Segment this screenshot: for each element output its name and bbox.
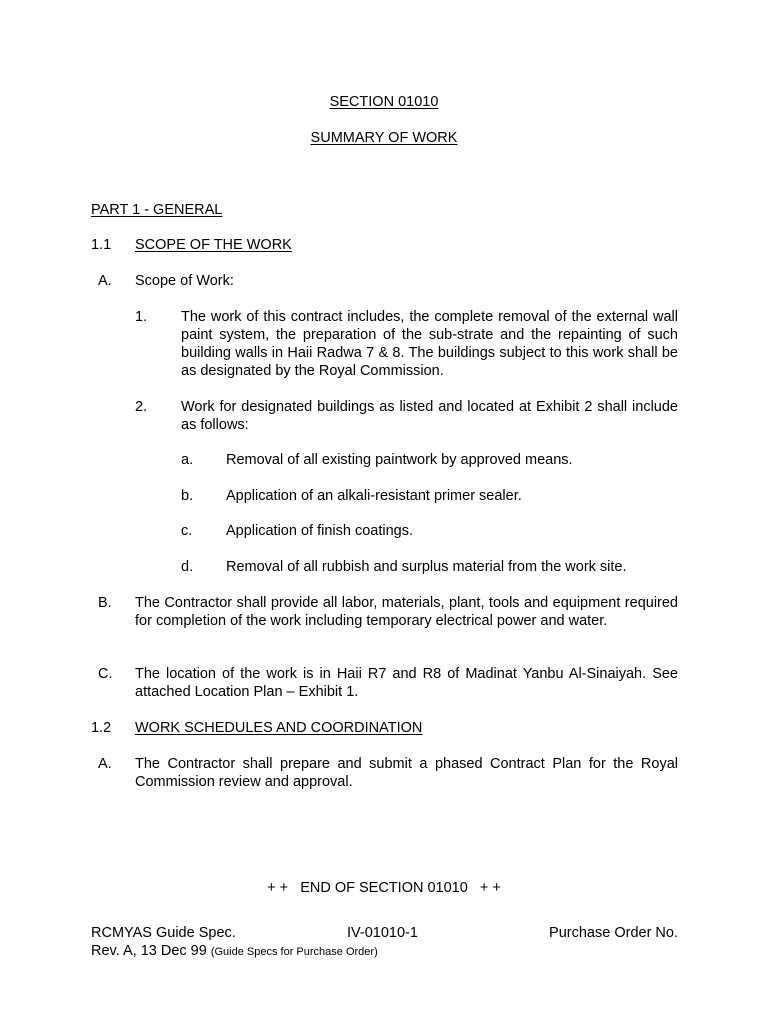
part-heading (91, 201, 222, 219)
subitem-marker-d: d. (181, 559, 194, 575)
paragraph-marker-c: C. (98, 666, 113, 682)
item-marker-2: 2. (135, 399, 148, 415)
paragraph-marker-b: B. (98, 595, 112, 611)
subitem-marker-c: c. (181, 523, 193, 539)
subitem-marker-b: b. (181, 488, 194, 504)
part-heading-text: PART 1 - GENERAL (91, 202, 223, 218)
article-number-1-2: 1.2 (91, 720, 112, 736)
document-title (0, 129, 768, 147)
footer-guide-spec: RCMYAS Guide Spec. (91, 925, 236, 941)
paragraph-a-text: Scope of Work: (135, 273, 234, 289)
footer-revision (91, 942, 378, 961)
article-title-1-2: WORK SCHEDULES AND COORDINATION (135, 720, 423, 736)
footer-revision-text: Rev. A, 13 Dec 99 (91, 943, 207, 959)
document-title-text: SUMMARY OF WORK (310, 130, 458, 146)
subitem-b-text: Application of an alkali-resistant primer sealer. (226, 488, 522, 504)
article-number-1-1: 1.1 (91, 237, 112, 253)
footer-revision-note: (Guide Specs for Purchase Order) (210, 946, 378, 958)
subitem-c-text: Application of finish coatings. (226, 523, 413, 539)
paragraph-1-2-a-text: The Contractor shall prepare and submit a phased Contract Plan for the Royal Commission review and approval. (135, 756, 678, 790)
item-marker-1: 1. (135, 309, 148, 325)
subitem-d-text: Removal of all rubbish and surplus material from the work site. (226, 559, 627, 575)
item-1-text: The work of this contract includes, the complete removal of the external wall paint system, the preparation of the sub-strate and the repainting of such building walls in Haii Radwa 7 & 8. The buildings subject to this work shall be as designated by the Royal Commission. (181, 309, 678, 379)
footer-page-number: IV-01010-1 (347, 925, 418, 941)
paragraph-b-text: The Contractor shall provide all labor, materials, plant, tools and equipment required for completion of the work including temporary electrical power and water. (135, 595, 678, 629)
subitem-marker-a: a. (181, 452, 194, 468)
paragraph-c-text: The location of the work is in Haii R7 and R8 of Madinat Yanbu Al-Sinaiyah. See attached Location Plan – Exhibit 1. (135, 666, 678, 700)
end-of-section: + + END OF SECTION 01010 + + (267, 880, 501, 896)
section-number (0, 93, 768, 111)
paragraph-marker-1-2-a: A. (98, 756, 112, 772)
paragraph-marker-a: A. (98, 273, 112, 289)
subitem-a-text: Removal of all existing paintwork by approved means. (226, 452, 573, 468)
item-2-text: Work for designated buildings as listed and located at Exhibit 2 shall include as follows: (181, 399, 678, 433)
article-title-1-1: SCOPE OF THE WORK (135, 237, 292, 253)
section-number-text: SECTION 01010 (329, 94, 439, 110)
footer-purchase-order: Purchase Order No. (549, 925, 678, 941)
